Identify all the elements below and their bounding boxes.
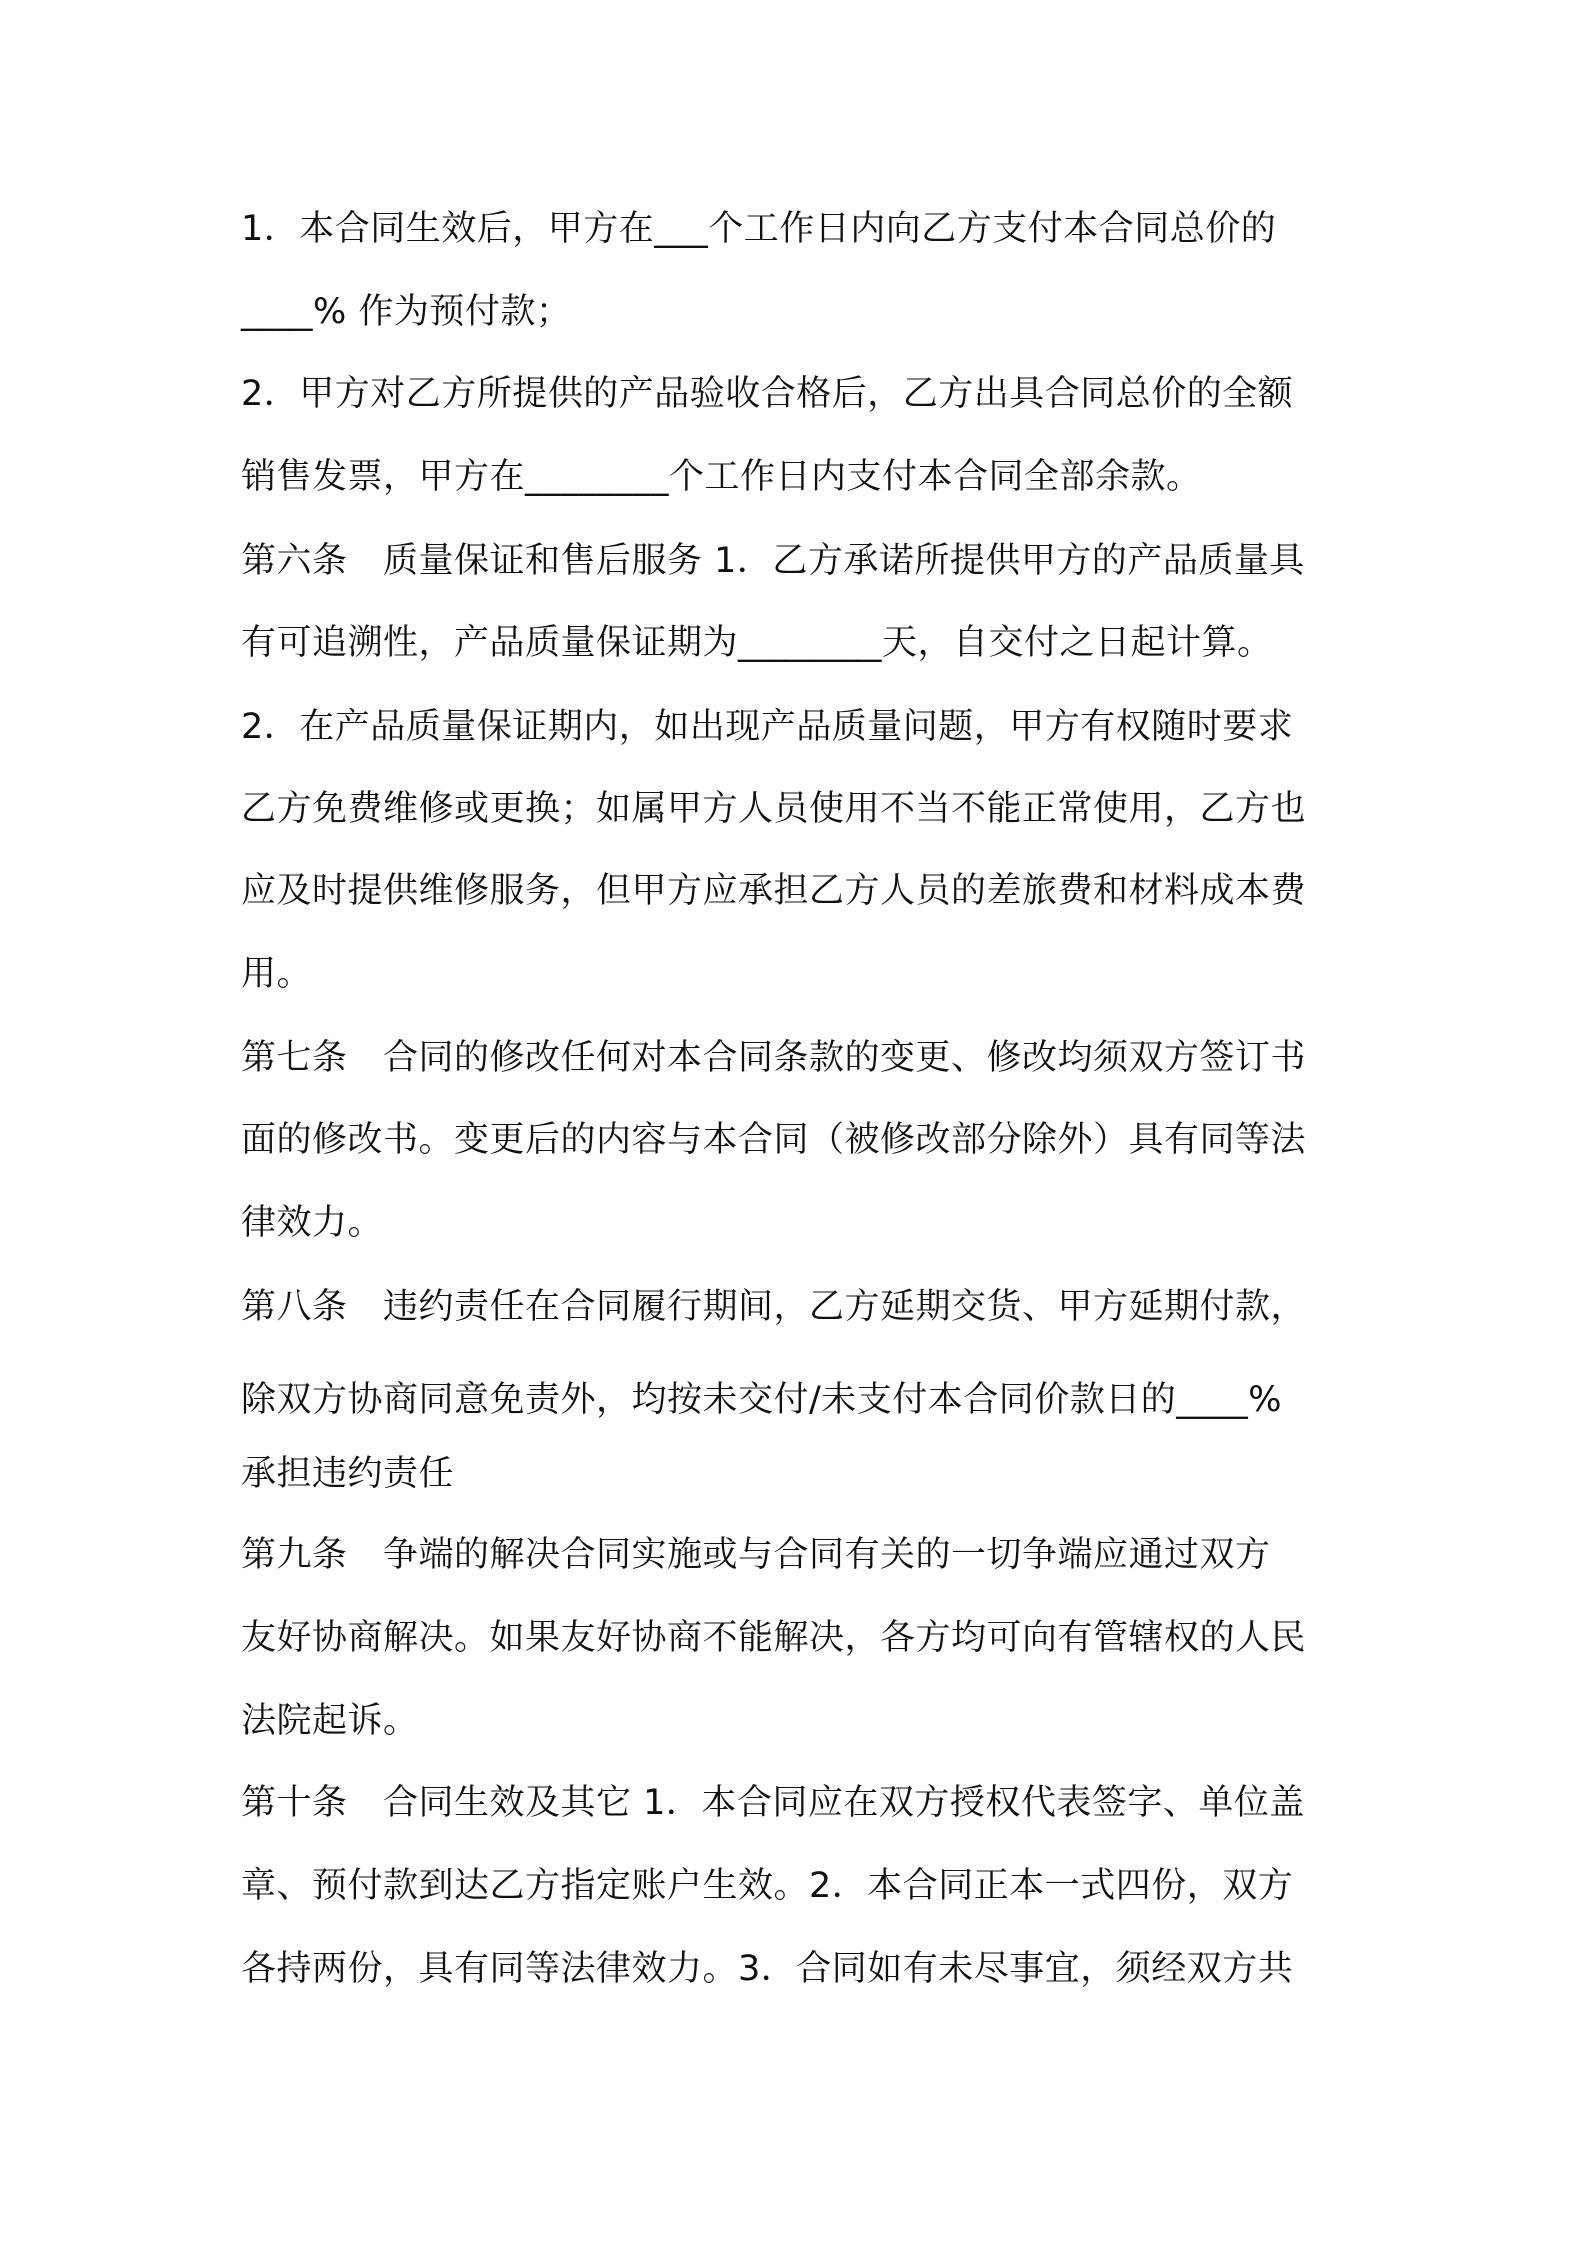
- text-line: 有可追溯性，产品质量保证期为________天，自交付之日起计算。: [241, 623, 1273, 663]
- text-line: 用。: [241, 954, 313, 994]
- text-line: 1．本合同生效后，甲方在___个工作日内向乙方支付本合同总价的: [241, 209, 1277, 249]
- text-line: ____% 作为预付款；: [241, 292, 572, 332]
- text-line: 各持两份，具有同等法律效力。3．合同如有未尽事宜，须经双方共: [241, 1949, 1294, 1989]
- text-line: 除双方协商同意免责外，均按未交付/未支付本合同价款日的____%: [241, 1380, 1283, 1420]
- text-line: 章、预付款到达乙方指定账户生效。2．本合同正本一式四份，双方: [241, 1866, 1294, 1906]
- text-line: 友好协商解决。如果友好协商不能解决，各方均可向有管辖权的人民: [241, 1618, 1307, 1658]
- text-line: 2．在产品质量保证期内，如出现产品质量问题，甲方有权随时要求: [241, 707, 1294, 747]
- text-line: 第九条 争端的解决合同实施或与合同有关的一切争端应通过双方: [241, 1535, 1271, 1575]
- text-line: 应及时提供维修服务，但甲方应承担乙方人员的差旅费和材料成本费: [241, 871, 1307, 911]
- text-line: 2．甲方对乙方所提供的产品验收合格后，乙方出具合同总价的全额: [241, 374, 1294, 414]
- text-line: 第六条 质量保证和售后服务 1．乙方承诺所提供甲方的产品质量具: [241, 541, 1305, 581]
- text-line: 第十条 合同生效及其它 1．本合同应在双方授权代表签字、单位盖: [241, 1783, 1305, 1823]
- text-line: 第八条 违约责任在合同履行期间，乙方延期交货、甲方延期付款，: [241, 1287, 1307, 1327]
- text-line: 销售发票，甲方在________个工作日内支付本合同全部余款。: [241, 457, 1202, 497]
- text-line: 面的修改书。变更后的内容与本合同（被修改部分除外）具有同等法: [241, 1120, 1307, 1160]
- text-line: 第七条 合同的修改任何对本合同条款的变更、修改均须双方签订书: [241, 1038, 1307, 1078]
- text-line: 律效力。: [241, 1203, 384, 1243]
- text-line: 法院起诉。: [241, 1701, 419, 1741]
- text-line: 乙方免费维修或更换；如属甲方人员使用不当不能正常使用，乙方也: [241, 789, 1307, 829]
- text-line: 承担违约责任: [241, 1454, 455, 1494]
